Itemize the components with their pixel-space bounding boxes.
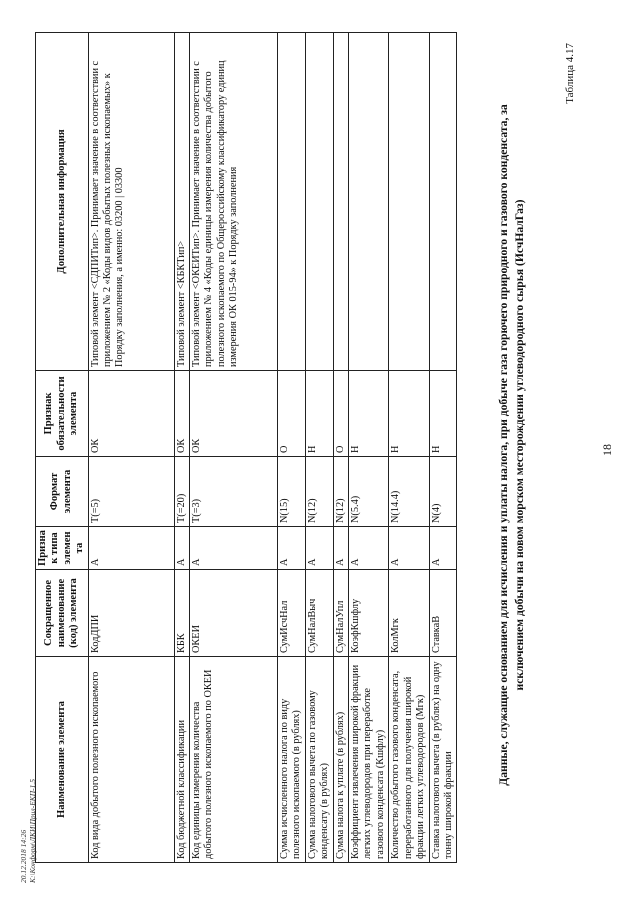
rotated-page-content: [15, 15, 625, 885]
table-row: [278, 33, 306, 863]
element-type-cell: А: [333, 527, 348, 570]
column-header: Признак типа элемента: [36, 527, 89, 570]
element-type-cell: А: [429, 527, 457, 570]
table-row: [389, 33, 429, 863]
table-header-row: [36, 33, 89, 863]
element-format-cell: N(15): [278, 457, 306, 527]
element-required-cell: ОК: [174, 371, 189, 457]
column-header: Наименование элемента: [36, 657, 89, 863]
element-info-cell: [349, 33, 389, 371]
element-required-cell: О: [333, 371, 348, 457]
table-label: Таблица 4.17: [564, 43, 576, 104]
element-required-cell: Н: [305, 371, 333, 457]
column-header: Сокращенное наименование (код) элемента: [36, 570, 89, 657]
element-type-cell: А: [389, 527, 429, 570]
element-code-cell: СтавкаВ: [429, 570, 457, 657]
element-code-cell: КолМгк: [389, 570, 429, 657]
stamp-line: К:\Конформ\ЛКИ\Прил-ЕКП-1.5: [28, 778, 37, 883]
element-info-cell: [305, 33, 333, 371]
element-name-cell: Код бюджетной классификации: [174, 657, 189, 863]
file-stamp: [19, 779, 37, 883]
element-format-cell: N(5.4): [349, 457, 389, 527]
element-code-cell: СумНалУпл: [333, 570, 348, 657]
element-name-cell: Коэффициент извлечения широкой фракции легких углеводородов при переработке газового конденсата (Кшфлу): [349, 657, 389, 863]
element-type-cell: А: [174, 527, 189, 570]
table-row: [333, 33, 348, 863]
element-format-cell: N(4): [429, 457, 457, 527]
element-info-cell: [429, 33, 457, 371]
element-info-cell: Типовой элемент <КБКТип>: [174, 33, 189, 371]
table-title-line: исключением добычи на новом морском месторождении углеводородного сырья (ИсчНалГаз): [512, 199, 526, 691]
element-code-cell: ОКЕИ: [190, 570, 278, 657]
element-code-cell: КодДПИ: [88, 570, 174, 657]
element-name-cell: Код вида добытого полезного ископаемого: [88, 657, 174, 863]
element-format-cell: T(=3): [190, 457, 278, 527]
table-row: [174, 33, 189, 863]
column-header: Формат элемента: [36, 457, 89, 527]
element-name-cell: Сумма налога к уплате (в рублях): [333, 657, 348, 863]
element-name-cell: Количество добытого газового конденсата, переработанного для получения широкой фракции легких углеводородов (Мгк): [389, 657, 429, 863]
element-required-cell: Н: [389, 371, 429, 457]
table-title: [496, 45, 527, 845]
table-row: [305, 33, 333, 863]
element-required-cell: О: [278, 371, 306, 457]
element-format-cell: N(12): [333, 457, 348, 527]
table-row: [190, 33, 278, 863]
element-format-cell: T(=20): [174, 457, 189, 527]
element-type-cell: А: [190, 527, 278, 570]
element-name-cell: Ставка налогового вычета (в рублях) на одну тонну широкой фракции: [429, 657, 457, 863]
element-type-cell: А: [278, 527, 306, 570]
element-code-cell: СумИсчНал: [278, 570, 306, 657]
data-table: [35, 32, 457, 863]
element-name-cell: Код единицы измерения количества добытого полезного ископаемого по ОКЕИ: [190, 657, 278, 863]
element-code-cell: СумНалВыч: [305, 570, 333, 657]
column-header: Дополнительная информация: [36, 33, 89, 371]
page-number: 18: [600, 444, 614, 456]
element-info-cell: [333, 33, 348, 371]
element-type-cell: А: [349, 527, 389, 570]
element-format-cell: T(=5): [88, 457, 174, 527]
element-info-cell: [278, 33, 306, 371]
element-code-cell: КоэфКшфлу: [349, 570, 389, 657]
element-format-cell: N(14.4): [389, 457, 429, 527]
element-name-cell: Сумма исчисленного налога по виду полезного ископаемого (в рублях): [278, 657, 306, 863]
element-format-cell: N(12): [305, 457, 333, 527]
element-type-cell: А: [88, 527, 174, 570]
element-info-cell: Типовой элемент <ОКЕИТип>. Принимает значение в соответствии с приложением № 4 «Коды единицы измерения количества добытого полезного ископаемого по Общероссийскому классификатору единиц измерения ОК 015-94» к Порядку заполнения: [190, 33, 278, 371]
table-row: [349, 33, 389, 863]
column-header: Признак обязательности элемента: [36, 371, 89, 457]
element-required-cell: ОК: [88, 371, 174, 457]
element-info-cell: [389, 33, 429, 371]
table-row: [88, 33, 174, 863]
element-info-cell: Типовой элемент <СДПИТип>. Принимает значение в соответствии с приложением № 2 «Коды видов добытых полезных ископаемых» к Порядку заполнения, а именно: 03200 | 03300: [88, 33, 174, 371]
element-required-cell: Н: [429, 371, 457, 457]
stamp-line: 20.12.2018 14:26: [19, 829, 28, 883]
element-required-cell: Н: [349, 371, 389, 457]
table-title-line: Данные, служащие основанием для исчисления и уплаты налога, при добыче газа горючего природного и газового конденсата, за: [497, 104, 510, 786]
table-row: [429, 33, 457, 863]
element-name-cell: Сумма налогового вычета по газовому конденсату (в рублях): [305, 657, 333, 863]
element-type-cell: А: [305, 527, 333, 570]
element-required-cell: ОК: [190, 371, 278, 457]
element-code-cell: КБК: [174, 570, 189, 657]
